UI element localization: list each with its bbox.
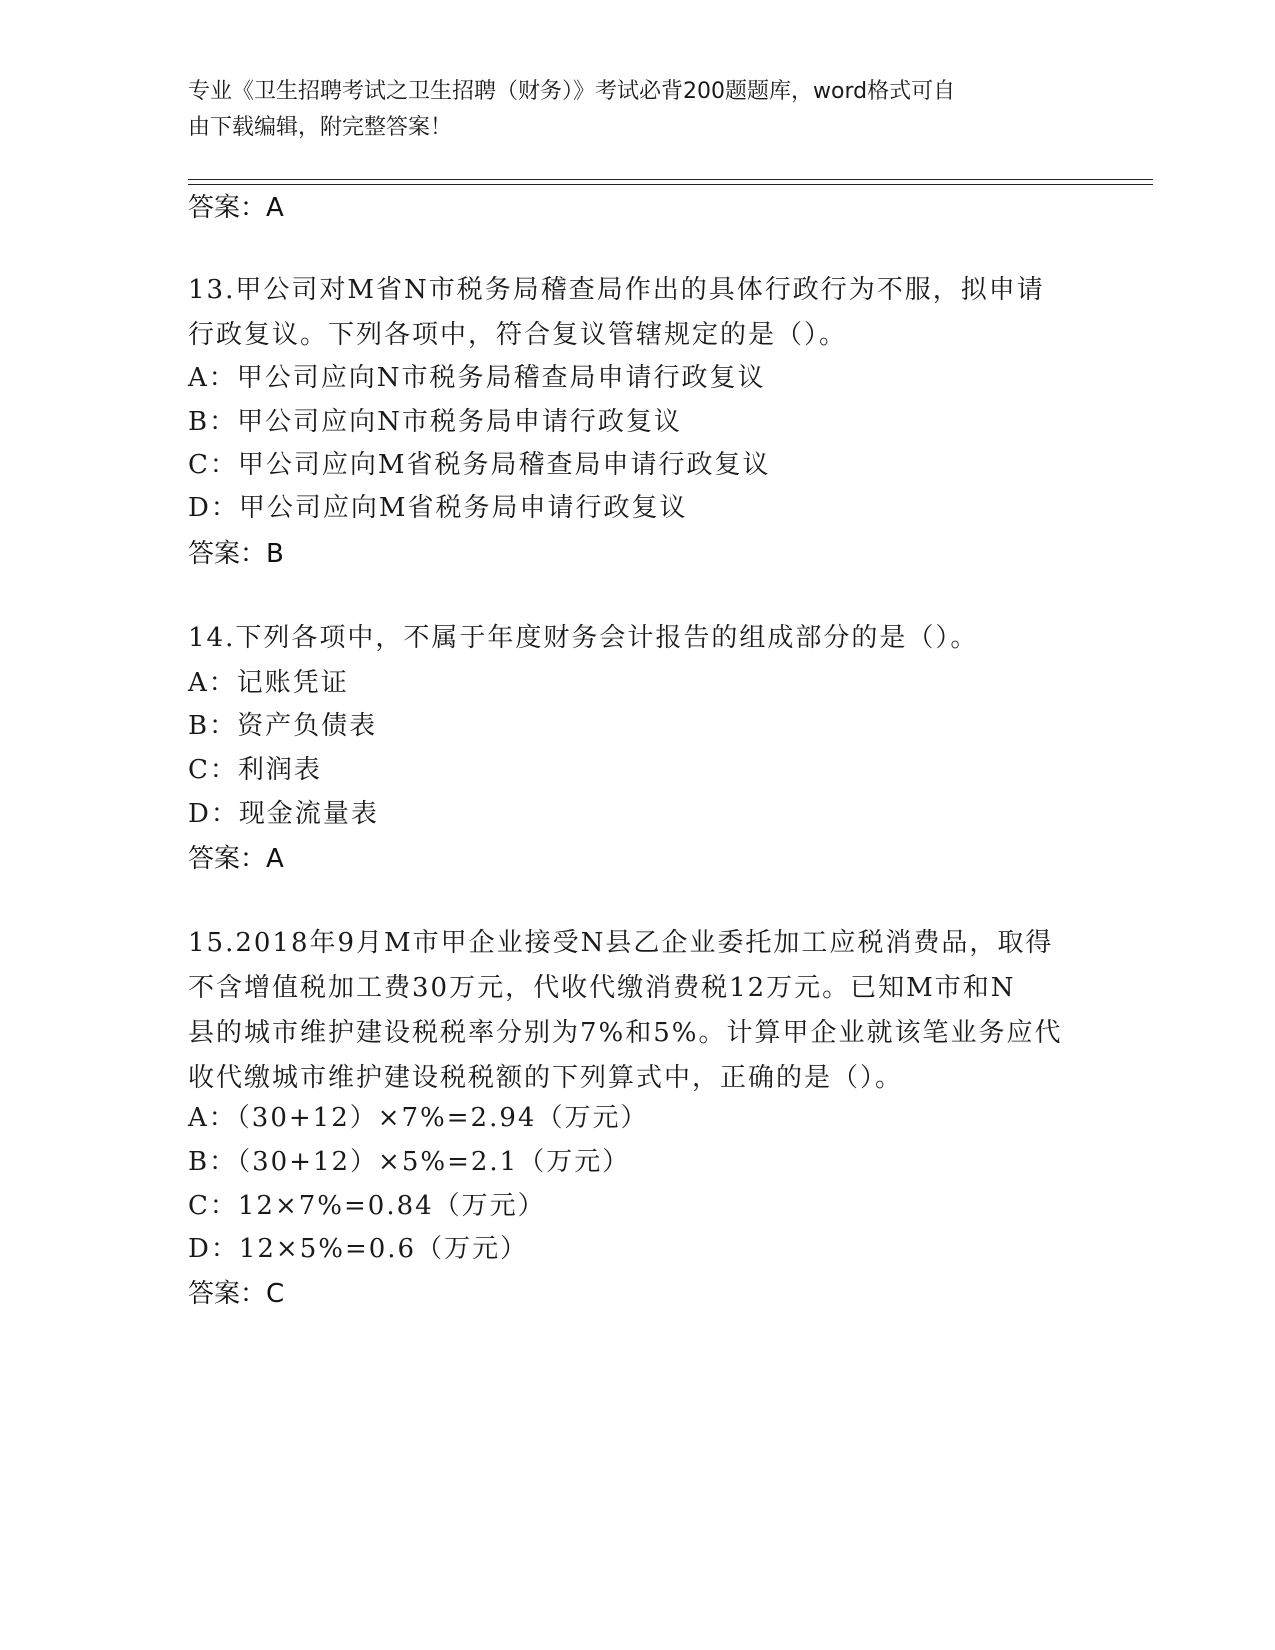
header-line-1: 专业《卫生招聘考试之卫生招聘（财务）》考试必背200题题库，word格式可自 xyxy=(188,79,956,104)
question-14-option-d: D：现金流量表 xyxy=(188,799,379,829)
question-13-option-a: A：甲公司应向N市税务局稽查局申请行政复议 xyxy=(188,363,766,393)
question-14-option-b: B：资产负债表 xyxy=(188,711,378,741)
question-15-option-a: A：（30+12）×7%=2.94（万元） xyxy=(188,1103,649,1133)
question-14-option-a: A：记账凭证 xyxy=(188,668,349,698)
question-14-answer: 答案：A xyxy=(188,844,284,874)
question-15-option-b: B：（30+12）×5%=2.1（万元） xyxy=(188,1147,631,1177)
question-13-stem-line-1: 13.甲公司对M省N市税务局稽查局作出的具体行政行为不服，拟申请 xyxy=(188,275,1045,305)
question-15-stem-line-1: 15.2018年9月M市甲企业接受N县乙企业委托加工应税消费品，取得 xyxy=(188,928,1054,958)
question-15-option-c: C：12×7%=0.84（万元） xyxy=(188,1191,546,1221)
header-divider-top xyxy=(188,179,1153,180)
question-13-option-b: B：甲公司应向N市税务局申请行政复议 xyxy=(188,407,682,437)
question-13-option-c: C：甲公司应向M省税务局稽查局申请行政复议 xyxy=(188,450,771,480)
header-line-2: 由下载编辑，附完整答案！ xyxy=(188,115,453,140)
header-divider-bottom xyxy=(188,184,1153,185)
question-13-stem xyxy=(188,268,1088,358)
question-15-stem-line-3: 县的城市维护建设税税率分别为7%和5%。计算甲企业就该笔业务应代 xyxy=(188,1018,1063,1048)
question-15-stem-line-4: 收代缴城市维护建设税税额的下列算式中，正确的是（）。 xyxy=(188,1063,904,1093)
question-13-stem-line-2: 行政复议。下列各项中，符合复议管辖规定的是（）。 xyxy=(188,320,848,350)
question-14-stem xyxy=(188,616,1088,661)
question-13-option-d: D：甲公司应向M省税务局申请行政复议 xyxy=(188,493,688,523)
previous-answer: 答案：A xyxy=(188,193,284,223)
question-15-answer: 答案：C xyxy=(188,1279,285,1309)
document-header xyxy=(188,74,1068,146)
question-15-stem xyxy=(188,921,1088,1101)
question-14-stem-line-1: 14.下列各项中，不属于年度财务会计报告的组成部分的是（）。 xyxy=(188,623,979,653)
question-15-option-d: D：12×5%=0.6（万元） xyxy=(188,1234,529,1264)
question-14-option-c: C：利润表 xyxy=(188,755,322,785)
question-15-stem-line-2: 不含增值税加工费30万元，代收代缴消费税12万元。已知M市和N xyxy=(188,973,1016,1003)
question-13-answer: 答案：B xyxy=(188,539,284,569)
